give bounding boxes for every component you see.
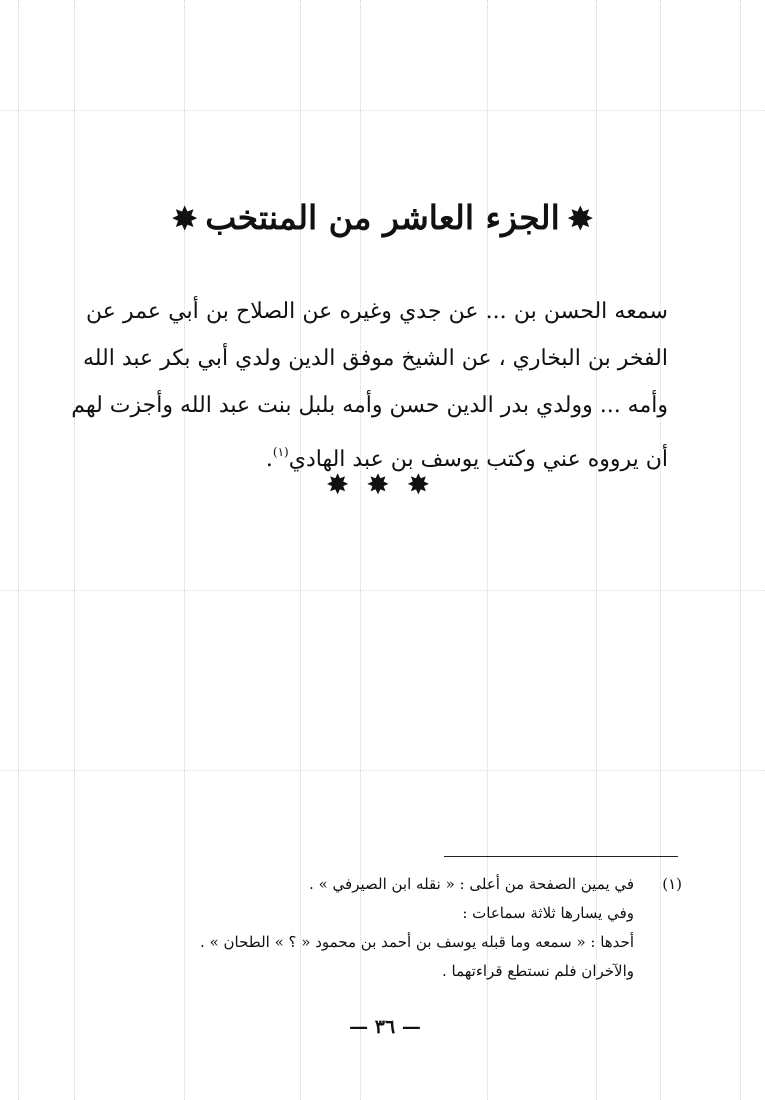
ornament-separator-icon: ✸ ✸ ✸ (325, 468, 435, 501)
scan-grid-line (18, 0, 19, 1100)
footnote-reference: (١) (272, 445, 289, 459)
paragraph-line: وأمه ... وولدي بدر الدين حسن وأمه بلبل بنت عبد الله وأجزت لهم (71, 393, 668, 418)
page-number: — ٣٦ — (349, 1016, 421, 1038)
footnote-text: أحدها : « سمعه وما قبله يوسف بن أحمد بن محمود « ؟ » الطحان » . (200, 933, 634, 951)
footnote-line (130, 928, 682, 957)
scan-grid-line (0, 590, 765, 591)
section-heading (150, 194, 615, 244)
footnote-line (130, 957, 682, 986)
scan-grid-line (0, 770, 765, 771)
star-ornament-icon: ✸ (172, 202, 198, 237)
footnote-text: في يمين الصفحة من أعلى : « نقله ابن الصيرفي » . (309, 875, 634, 893)
paragraph-line: سمعه الحسن بن ... عن جدي وغيره عن الصلاح بن أبي عمر عن (86, 299, 668, 324)
footnote-line (130, 870, 682, 899)
footnote-number: (١) (662, 875, 682, 893)
paragraph-line: الفخر بن البخاري ، عن الشيخ موفق الدين ولدي أبي بكر عبد الله (82, 346, 668, 371)
scan-grid-line (0, 110, 765, 111)
footnotes (130, 870, 682, 986)
scan-grid-line (740, 0, 741, 1100)
heading-text: الجزء العاشر من المنتخب (205, 198, 560, 237)
paragraph-period: . (265, 447, 273, 472)
main-paragraph (71, 288, 668, 483)
star-ornament-icon: ✸ (567, 202, 593, 237)
scan-grid-line (74, 0, 75, 1100)
footnote-line (130, 899, 682, 928)
footnote-text: والآخران فلم نستطع قراءتهما . (441, 962, 634, 980)
footnote-text: وفي يسارها ثلاثة سماعات : (462, 904, 634, 922)
footnote-divider (444, 856, 678, 857)
paragraph-line-text: أن يرووه عني وكتب يوسف بن عبد الهادي (288, 447, 668, 472)
